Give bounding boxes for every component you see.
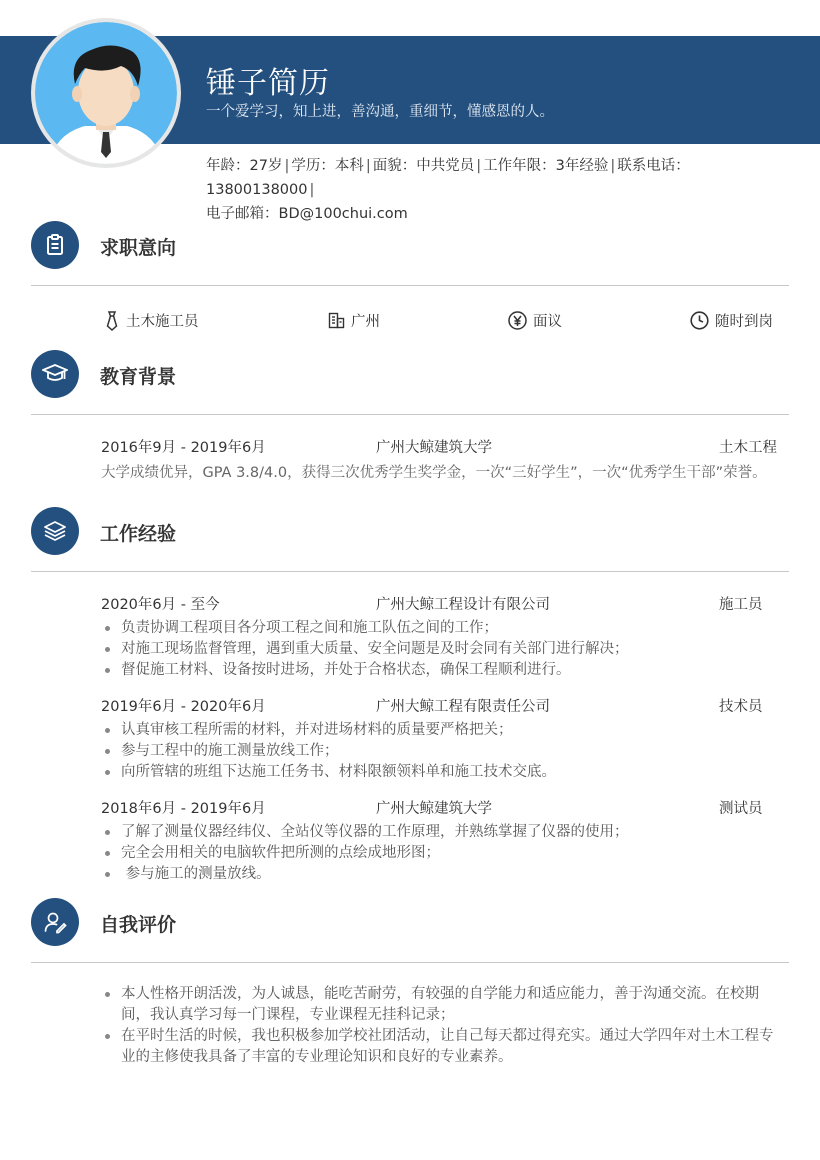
job-company: 广州大鲸工程设计有限公司	[376, 597, 550, 613]
section-divider	[31, 285, 789, 286]
avatar	[31, 18, 181, 168]
info-separator: |	[476, 158, 482, 174]
job-role: 施工员	[719, 597, 763, 613]
intent-city	[328, 310, 380, 331]
section-title-intent: 求职意向	[100, 237, 177, 259]
intent-salary-label: 面议	[533, 314, 562, 330]
job-company: 广州大鲸建筑大学	[376, 801, 492, 817]
clock-icon	[690, 311, 709, 330]
list-item: 督促施工材料、设备按时进场，并处于合格状态，确保工程顺利进行。	[104, 660, 629, 681]
tie-icon	[104, 311, 120, 331]
job-duties	[104, 720, 556, 783]
section-title-education: 教育背景	[100, 366, 177, 388]
info-political: 面貌：中共党员	[372, 158, 475, 174]
list-item: 参与施工的测量放线。	[104, 864, 629, 885]
job-period: 2018年6月 - 2019年6月	[101, 801, 266, 817]
education-major: 土木工程	[719, 440, 777, 456]
info-separator: |	[309, 182, 315, 198]
list-item: 了解了测量仪器经纬仪、全站仪等仪器的工作原理，并熟练掌握了仪器的使用；	[104, 822, 629, 843]
avatar-illustration	[35, 22, 177, 164]
graduation-cap-icon	[31, 350, 79, 398]
user-edit-icon	[31, 898, 79, 946]
intent-position	[104, 310, 199, 331]
section-title-work: 工作经验	[100, 523, 177, 545]
list-item: 在平时生活的时候，我也积极参加学校社团活动，让自己每天都过得充实。通过大学四年对土木工程专业的主修使我具备了丰富的专业理论知识和良好的专业素养。	[104, 1026, 784, 1068]
info-phone: 联系电话：13800138000	[206, 158, 690, 198]
list-item: 对施工现场监督管理，遇到重大质量、安全问题是及时会同有关部门进行解决；	[104, 639, 629, 660]
section-divider	[31, 414, 789, 415]
job-period: 2020年6月 - 至今	[101, 597, 220, 613]
list-item: 完全会用相关的电脑软件把所测的点绘成地形图；	[104, 843, 629, 864]
education-school: 广州大鲸建筑大学	[376, 440, 492, 456]
resume-name: 锤子简历	[206, 66, 330, 101]
job-role: 测试员	[719, 801, 763, 817]
list-item: 向所管辖的班组下达施工任务书、材料限额领料单和施工技术交底。	[104, 762, 556, 783]
job-period: 2019年6月 - 2020年6月	[101, 699, 266, 715]
yuan-icon	[508, 311, 527, 330]
info-separator: |	[365, 158, 371, 174]
section-title-self: 自我评价	[100, 914, 177, 936]
info-experience: 工作年限：3年经验	[483, 158, 609, 174]
layers-icon	[31, 507, 79, 555]
personal-info	[206, 154, 796, 226]
job-duties	[104, 822, 629, 885]
section-divider	[31, 962, 789, 963]
info-separator: |	[284, 158, 290, 174]
section-divider	[31, 571, 789, 572]
education-description: 大学成绩优异，GPA 3.8/4.0，获得三次优秀学生奖学金，一次“三好学生”，一次“优秀学生干部”荣誉。	[101, 465, 767, 481]
info-separator: |	[610, 158, 616, 174]
intent-city-label: 广州	[351, 314, 380, 330]
resume-motto: 一个爱学习，知上进，善沟通，重细节，懂感恩的人。	[206, 104, 554, 120]
clipboard-icon	[31, 221, 79, 269]
building-icon	[328, 312, 345, 329]
list-item: 参与工程中的施工测量放线工作；	[104, 741, 556, 762]
intent-availability-label: 随时到岗	[715, 314, 773, 330]
intent-position-label: 土木施工员	[126, 314, 199, 330]
job-company: 广州大鲸工程有限责任公司	[376, 699, 550, 715]
info-email: 电子邮箱：BD@100chui.com	[206, 206, 408, 222]
job-duties	[104, 618, 629, 681]
list-item: 本人性格开朗活泼，为人诚恳，能吃苦耐劳，有较强的自学能力和适应能力，善于沟通交流。在校期间，我认真学习每一门课程，专业课程无挂科记录；	[104, 984, 784, 1026]
education-period: 2016年9月 - 2019年6月	[101, 440, 266, 456]
self-evaluation-list	[104, 984, 784, 1068]
list-item: 认真审核工程所需的材料，并对进场材料的质量要严格把关；	[104, 720, 556, 741]
list-item: 负责协调工程项目各分项工程之间和施工队伍之间的工作；	[104, 618, 629, 639]
job-role: 技术员	[719, 699, 763, 715]
info-age: 年龄：27岁	[206, 158, 283, 174]
info-education: 学历：本科	[291, 158, 364, 174]
intent-salary	[508, 310, 562, 331]
intent-availability	[690, 310, 773, 331]
